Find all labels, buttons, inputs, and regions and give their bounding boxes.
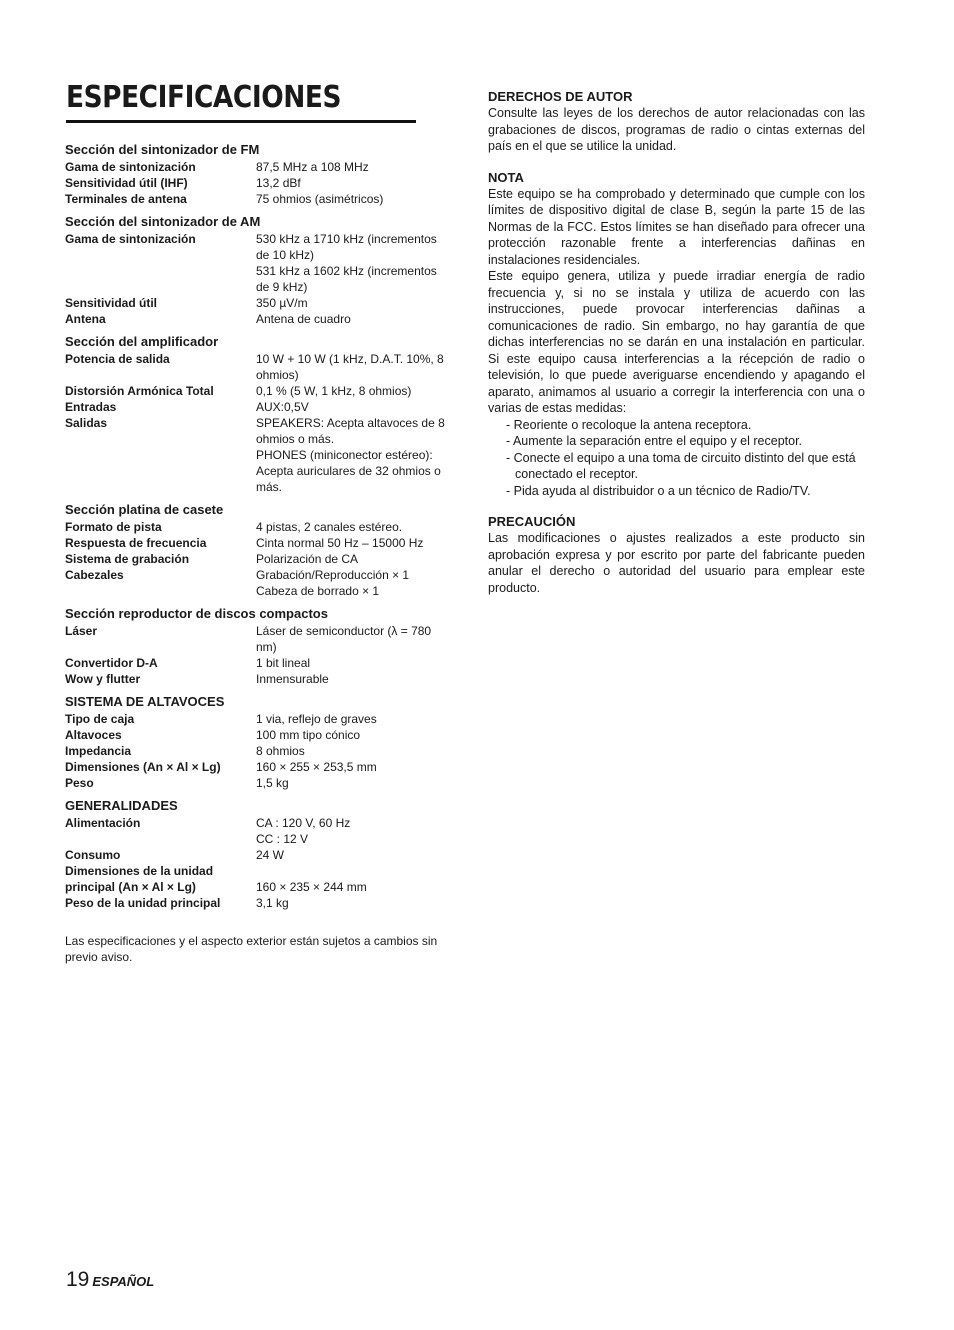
specifications-column xyxy=(65,142,455,965)
spec-value: 160 × 235 × 244 mm xyxy=(256,880,367,894)
spec-value: Cinta normal 50 Hz – 15000 Hz xyxy=(256,536,424,550)
spec-value: 531 kHz a 1602 kHz (incrementos de 9 kHz) xyxy=(256,264,437,294)
spec-section xyxy=(65,334,455,495)
spec-label: Peso de la unidad principal xyxy=(65,896,221,910)
spec-value: 24 W xyxy=(256,848,285,862)
spec-row xyxy=(65,159,455,175)
spec-label xyxy=(65,263,256,295)
spec-label: Consumo xyxy=(65,848,121,862)
copyright-heading: DERECHOS DE AUTOR xyxy=(488,89,633,104)
spec-row xyxy=(65,551,455,567)
spec-section xyxy=(65,798,455,911)
list-dash: - xyxy=(506,483,514,498)
spec-value: 0,1 % (5 W, 1 kHz, 8 ohmios) xyxy=(256,384,412,398)
spec-row xyxy=(65,415,455,447)
spec-label: Wow y flutter xyxy=(65,672,141,686)
spec-row xyxy=(65,351,455,383)
spec-row xyxy=(65,519,455,535)
list-item-text: Conecte el equipo a una toma de circuito distinto del que está conectado el receptor. xyxy=(513,450,856,481)
nota-list-item xyxy=(488,433,865,450)
nota-section xyxy=(488,170,865,500)
nota-list-item xyxy=(488,483,865,500)
spec-value: Inmensurable xyxy=(256,672,329,686)
spec-section xyxy=(65,142,455,207)
spec-row xyxy=(65,727,455,743)
spec-value: 350 µV/m xyxy=(256,296,308,310)
spec-section-heading: Sección del amplificador xyxy=(65,334,219,349)
spec-row xyxy=(65,711,455,727)
spec-label: Dimensiones (An × Al × Lg) xyxy=(65,760,221,774)
spec-label: Cabezales xyxy=(65,568,124,582)
spec-label xyxy=(65,831,256,847)
spec-label: Dimensiones de la unidad xyxy=(65,864,214,878)
spec-label: Peso xyxy=(65,776,94,790)
spec-value: Antena de cuadro xyxy=(256,312,351,326)
spec-label: Respuesta de frecuencia xyxy=(65,536,207,550)
spec-section xyxy=(65,214,455,327)
list-dash: - xyxy=(506,417,514,432)
spec-label: Sistema de grabación xyxy=(65,552,190,566)
footer-language: ESPAÑOL xyxy=(92,1274,155,1289)
spec-row xyxy=(65,759,455,775)
nota-list-item xyxy=(488,417,865,434)
list-item-text: Reoriente o recoloque la antena receptora. xyxy=(513,417,752,432)
spec-section-heading: Sección del sintonizador de AM xyxy=(65,214,261,229)
spec-row xyxy=(65,191,455,207)
spec-label: Entradas xyxy=(65,400,117,414)
list-item-text: Aumente la separación entre el equipo y el receptor. xyxy=(512,434,803,448)
spec-label: Formato de pista xyxy=(65,520,162,534)
spec-value: 87,5 MHz a 108 MHz xyxy=(256,160,369,174)
spec-label: Terminales de antena xyxy=(65,192,187,206)
spec-value: 13,2 dBf xyxy=(256,176,301,190)
spec-value: Polarización de CA xyxy=(256,552,359,566)
page-footer xyxy=(66,1268,154,1292)
spec-value: 1,5 kg xyxy=(256,776,289,790)
spec-row xyxy=(65,743,455,759)
spec-value: SPEAKERS: Acepta altavoces de 8 ohmios o más. xyxy=(256,416,445,446)
list-dash: - xyxy=(506,434,513,448)
title-underline xyxy=(66,120,416,123)
spec-value: 4 pistas, 2 canales estéreo. xyxy=(256,520,403,534)
nota-paragraph-2: Este equipo genera, utiliza y puede irradiar energía de radio frecuencia y, si no se instala y utiliza de acuerdo con las instrucciones, puede provocar interferencias dañinas a comunicaciones de radio. Sin embargo, no hay garantía de que dichas interferencias no se darán en una instalación en particular. Si este equipo causa interferencias a la récepción de radio o televisión, lo que puede averiguarse encendiendo y apagando el aparato, animamos al usuario a corregir la interferencia con una o varias de estas medidas: xyxy=(488,269,865,415)
nota-measures-list xyxy=(488,417,865,500)
spec-label: Impedancia xyxy=(65,744,132,758)
precaucion-section xyxy=(488,514,865,596)
spec-value xyxy=(256,863,446,879)
spec-row xyxy=(65,879,455,895)
spec-label: Altavoces xyxy=(65,728,122,742)
nota-paragraph-1: Este equipo se ha comprobado y determinado que cumple con los límites de dispositivo digital de clase B, según la parte 15 de las Normas de la FCC. Estos límites se han diseñado para ofrecer una protección razonable frente a interferencias dañinas en instalaciones residenciales. xyxy=(488,186,865,267)
nota-heading: NOTA xyxy=(488,169,524,185)
spec-value: PHONES (miniconector estéreo): Acepta auriculares de 32 ohmios o más. xyxy=(256,448,441,494)
spec-label: Sensitividad útil xyxy=(65,296,158,310)
spec-value: Láser de semiconductor (λ = 780 nm) xyxy=(256,624,432,654)
spec-row xyxy=(65,263,455,295)
spec-section-heading: Sección reproductor de discos compactos xyxy=(65,606,328,621)
precaucion-text: Las modificaciones o ajustes realizados a este producto sin aprobación expresa y por escrito por parte del fabricante pueden anular el derecho o autoridad del usuario para emplear este producto. xyxy=(488,531,865,595)
nota-list-item xyxy=(488,450,865,483)
spec-value: 75 ohmios (asimétricos) xyxy=(256,192,384,206)
spec-section-heading: Sección del sintonizador de FM xyxy=(65,142,260,157)
spec-label: Distorsión Armónica Total xyxy=(65,384,214,398)
notices-column xyxy=(488,89,865,611)
spec-sections xyxy=(65,142,455,911)
spec-label: Convertidor D-A xyxy=(65,656,158,670)
spec-label xyxy=(65,583,256,599)
spec-label xyxy=(65,447,256,495)
page-number: 19 xyxy=(66,1268,90,1291)
spec-row xyxy=(65,295,455,311)
spec-value: 100 mm tipo cónico xyxy=(256,728,361,742)
spec-label: Salidas xyxy=(65,416,108,430)
spec-label: Láser xyxy=(65,624,98,638)
spec-row xyxy=(65,311,455,327)
spec-row xyxy=(65,671,455,687)
spec-row xyxy=(65,895,455,911)
spec-row xyxy=(65,623,455,655)
spec-row xyxy=(65,535,455,551)
spec-section xyxy=(65,694,455,791)
copyright-text: Consulte las leyes de los derechos de autor relacionadas con las grabaciones de discos, programas de radio o cintas externas del país en el que se utilice la unidad. xyxy=(488,106,865,153)
spec-row xyxy=(65,831,455,847)
spec-value: 10 W + 10 W (1 kHz, D.A.T. 10%, 8 ohmios) xyxy=(256,352,444,382)
spec-value: 1 via, reflejo de graves xyxy=(256,712,377,726)
spec-row xyxy=(65,567,455,583)
spec-label: Tipo de caja xyxy=(65,712,135,726)
spec-value: CA : 120 V, 60 Hz xyxy=(256,816,351,830)
page-title: ESPECIFICACIONES xyxy=(66,80,342,115)
list-dash: - xyxy=(506,450,514,465)
spec-row xyxy=(65,175,455,191)
spec-value: 530 kHz a 1710 kHz (incrementos de 10 kHz) xyxy=(256,232,437,262)
spec-section xyxy=(65,606,455,687)
spec-value: CC : 12 V xyxy=(256,832,309,846)
spec-label: Alimentación xyxy=(65,816,141,830)
spec-section-heading: SISTEMA DE ALTAVOCES xyxy=(65,694,225,709)
spec-value: 160 × 255 × 253,5 mm xyxy=(256,760,377,774)
precaucion-heading: PRECAUCIÓN xyxy=(488,514,576,529)
spec-footnote: Las especificaciones y el aspecto exterior están sujetos a cambios sin previo aviso. xyxy=(65,934,438,964)
spec-value: 3,1 kg xyxy=(256,896,289,910)
spec-value: 8 ohmios xyxy=(256,744,305,758)
spec-value: Grabación/Reproducción × 1 xyxy=(256,568,410,582)
spec-label: principal (An × Al × Lg) xyxy=(65,880,196,894)
spec-row xyxy=(65,447,455,495)
spec-value: 1 bit lineal xyxy=(256,656,311,670)
spec-value: AUX:0,5V xyxy=(256,400,309,414)
spec-section-heading: Sección platina de casete xyxy=(65,502,224,517)
spec-label: Antena xyxy=(65,312,106,326)
spec-row xyxy=(65,775,455,791)
spec-section xyxy=(65,502,455,599)
spec-label: Gama de sintonización xyxy=(65,232,196,246)
spec-row xyxy=(65,399,455,415)
list-item-text: Pida ayuda al distribuidor o a un técnico de Radio/TV. xyxy=(513,483,811,498)
spec-row xyxy=(65,231,455,263)
spec-row xyxy=(65,383,455,399)
spec-section-heading: GENERALIDADES xyxy=(65,798,178,813)
spec-value: Cabeza de borrado × 1 xyxy=(256,584,380,598)
spec-row xyxy=(65,863,455,879)
spec-label: Gama de sintonización xyxy=(65,160,196,174)
spec-row xyxy=(65,583,455,599)
spec-label: Sensitividad útil (IHF) xyxy=(65,176,188,190)
spec-row xyxy=(65,815,455,831)
copyright-section xyxy=(488,89,865,155)
spec-row xyxy=(65,847,455,863)
spec-row xyxy=(65,655,455,671)
spec-label: Potencia de salida xyxy=(65,352,170,366)
